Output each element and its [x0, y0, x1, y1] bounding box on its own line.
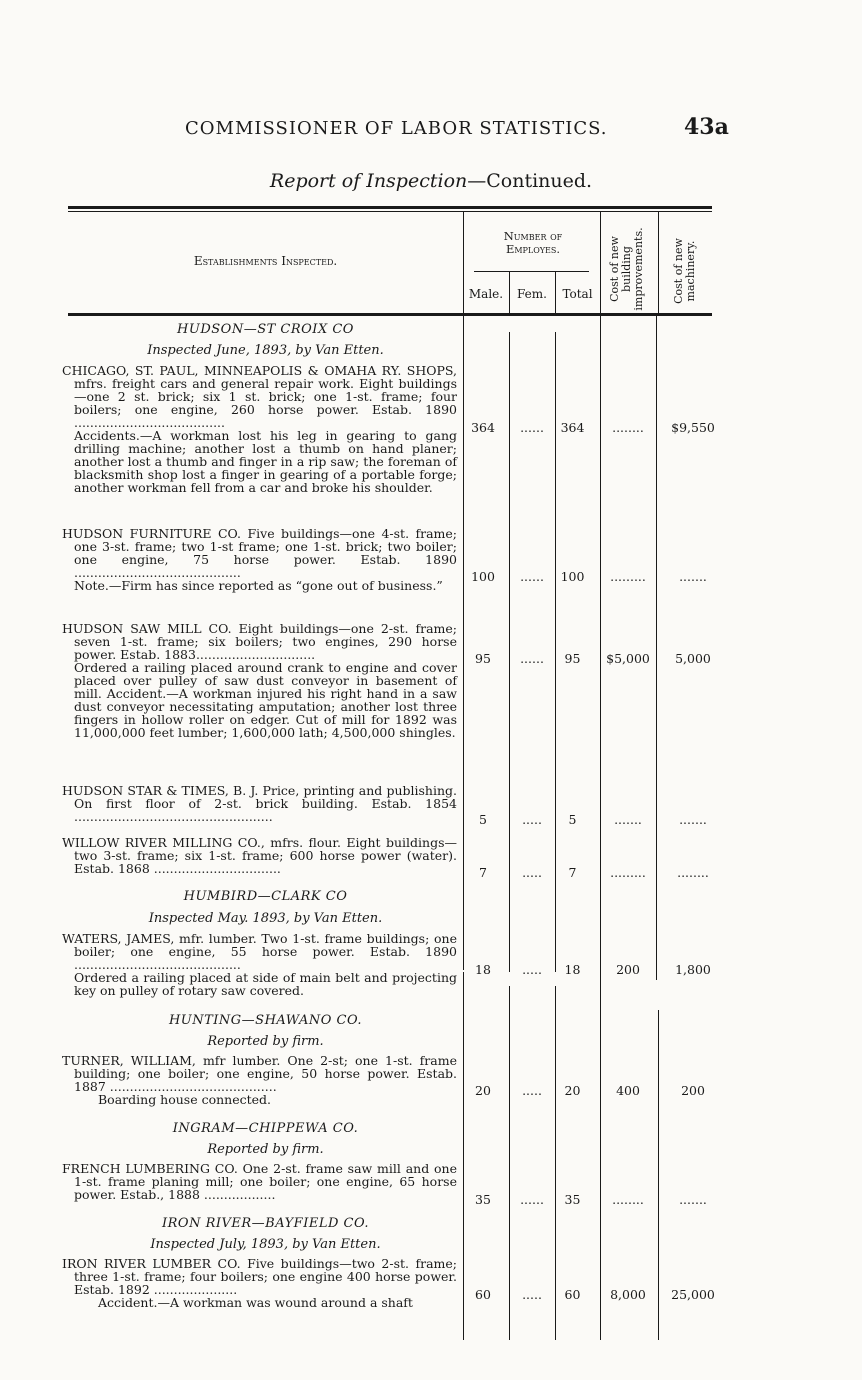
section-inspected: Inspected May. 1893, by Van Etten.	[148, 911, 383, 926]
section-place: HUNTING—SHAWANO CO.	[168, 1013, 363, 1028]
total-value: 60	[564, 1287, 581, 1302]
entry-note: Note.—Firm has since reported as “gone out of business.”	[74, 578, 443, 593]
machinery-value: 1,800	[675, 962, 711, 977]
machinery-cost-header: Cost of new machinery.	[672, 238, 697, 304]
male-value: 18	[475, 962, 491, 977]
male-value: 7	[479, 865, 487, 880]
total-value: 18	[564, 962, 581, 977]
fem-value: ......	[520, 651, 544, 666]
male-value: 20	[475, 1083, 491, 1098]
building-value: 200	[616, 962, 640, 977]
entry-text: WATERS, JAMES, mfr. lumber. Two 1-st. frame buildings; one boiler; one engine, 55 horse power. Estab. 1890 ..........................................	[62, 931, 457, 972]
page-header	[0, 114, 862, 148]
entry-text: CHICAGO, ST. PAUL, MINNEAPOLIS & OMAHA RY. SHOPS, mfrs. freight cars and general repair work. Eight buildings—one 2 st. brick; six 1 st. brick; one 1-st. frame; four boilers; one engine, 260 horse power. Estab. 1890 ......................................	[62, 363, 457, 430]
employes-header: Number of Employes.	[503, 229, 563, 256]
page-number: 43a	[684, 114, 729, 140]
entry-text: HUDSON SAW MILL CO. Eight buildings—one 2-st. frame; seven 1-st. frame; six boilers; two engines, 290 horse power. Estab. 1883..............................	[62, 621, 457, 662]
establishment-entry	[62, 1054, 457, 1106]
entry-text: IRON RIVER LUMBER CO. Five buildings—two 2-st. frame; three 1-st. frame; four boilers; one engine 400 horse power. Estab. 1892 .....................	[62, 1256, 457, 1297]
top-rule-thick	[68, 206, 712, 209]
report-subtitle	[0, 170, 862, 192]
male-value: 95	[475, 651, 491, 666]
col-line-total	[600, 212, 601, 313]
total-value: 5	[568, 812, 577, 827]
entry-text: HUDSON FURNITURE CO. Five buildings—one 4-st. frame; one 3-st. frame; two 1-st frame; one 1-st. brick; two boiler; one engine, 75 horse power. Estab. 1890 ..........................................	[62, 526, 457, 580]
section-place: IRON RIVER—BAYFIELD CO.	[162, 1216, 369, 1231]
fem-value: .....	[522, 1287, 542, 1302]
machinery-value: 5,000	[675, 651, 711, 666]
total-header: Total	[562, 287, 593, 301]
male-value: 5	[479, 812, 487, 827]
top-rule-thin	[68, 211, 712, 212]
fem-value: ......	[520, 1192, 544, 1207]
section-place: INGRAM—CHIPPEWA CO.	[172, 1121, 359, 1136]
fem-value: .....	[522, 1083, 542, 1098]
establishments-header: Establishments Inspected.	[193, 254, 338, 268]
total-value: 364	[560, 420, 585, 435]
fem-value: .....	[522, 865, 542, 880]
entry-note: Accidents.—A workman lost his leg in gearing to gang drilling machine; another lost a thumb on hand planer; another lost a thumb and finger in a rip saw; the foreman of blacksmith shop lost a finger in gearing of a portable forge; another workman fell from a car and broke his shoulder.	[74, 428, 457, 495]
subtitle-rest: —Continued.	[467, 170, 593, 192]
entry-note: Ordered a railing placed at side of main belt and projecting key on pulley of rotary saw covered.	[74, 970, 457, 998]
establishment-entry	[62, 364, 457, 494]
establishment-entry	[62, 527, 457, 592]
building-value: ........	[612, 1192, 644, 1207]
building-value: $5,000	[606, 651, 650, 666]
total-value: 95	[564, 651, 581, 666]
total-value: 7	[568, 865, 577, 880]
fem-value: ......	[520, 420, 544, 435]
male-value: 35	[475, 1192, 491, 1207]
establishment-entry	[62, 622, 457, 739]
male-header: Male.	[468, 287, 504, 301]
entry-note: Ordered a railing placed around crank to engine and cover placed over pulley of saw dust conveyor in basement of mill. Accident.—A workman injured his right hand in a saw dust conveyor necessitating amputation; another lost three fingers in hollow roller on edger. Cut of mill for 1892 was 11,000,000 feet lumber; 1,600,000 lath; 4,500,000 shingles.	[74, 660, 457, 740]
subtitle-italic: Report of Inspection	[269, 170, 468, 192]
entry-note: Boarding house connected.	[98, 1092, 271, 1107]
building-value: .......	[614, 812, 642, 827]
fem-value: ......	[520, 569, 544, 584]
col-line-building	[658, 212, 659, 313]
employes-rule	[474, 271, 589, 272]
section-inspected: Reported by firm.	[207, 1034, 324, 1049]
establishment-entry	[62, 932, 457, 997]
building-value: .........	[610, 865, 646, 880]
building-cost-header: Cost of new building improvements.	[608, 227, 645, 311]
section-inspected: Inspected June, 1893, by Van Etten.	[147, 343, 384, 358]
machinery-value: 25,000	[671, 1287, 715, 1302]
section-place: HUMBIRD—CLARK CO	[183, 889, 348, 904]
male-value: 60	[475, 1287, 491, 1302]
male-value: 100	[471, 569, 495, 584]
total-value: 20	[564, 1083, 581, 1098]
fem-value: .....	[522, 812, 542, 827]
machinery-value: .......	[679, 812, 707, 827]
page-title: COMMISSIONER OF LABOR STATISTICS.	[185, 118, 608, 139]
body-line-total	[600, 316, 601, 1340]
fem-value: .....	[522, 962, 542, 977]
machinery-value: .......	[679, 1192, 707, 1207]
section-inspected: Reported by firm.	[207, 1142, 324, 1157]
building-value: .........	[610, 569, 646, 584]
section-inspected: Inspected July, 1893, by Van Etten.	[150, 1237, 381, 1252]
building-value: 400	[616, 1083, 640, 1098]
building-value: 8,000	[610, 1287, 646, 1302]
total-value: 35	[564, 1192, 581, 1207]
entry-text: WILLOW RIVER MILLING CO., mfrs. flour. Eight buildings—two 3-st. frame; six 1-st. frame; 600 horse power (water). Estab. 1868 ................................	[62, 835, 457, 876]
establishment-entry	[62, 836, 457, 875]
male-value: 364	[471, 420, 495, 435]
body-line-building-1	[656, 316, 657, 980]
body-line-est-2	[463, 972, 464, 1340]
section-place: HUDSON—ST CROIX CO	[177, 322, 354, 337]
machinery-value: ........	[677, 865, 709, 880]
machinery-value: 200	[681, 1083, 705, 1098]
machinery-value: .......	[679, 569, 707, 584]
entry-text: TURNER, WILLIAM, mfr lumber. One 2-st; one 1-st. frame building; one boiler; one engine, 50 horse power. Estab. 1887 ..........................................	[62, 1053, 457, 1094]
total-value: 100	[560, 569, 585, 584]
machinery-value: $9,550	[671, 420, 715, 435]
establishment-entry	[62, 1257, 457, 1309]
establishment-entry	[62, 784, 457, 823]
building-value: ........	[612, 420, 644, 435]
entry-text: FRENCH LUMBERING CO. One 2-st. frame saw mill and one 1-st. frame planing mill; one boiler; one engine, 65 horse power. Estab., 1888 ..................	[62, 1161, 457, 1202]
fem-header: Fem.	[517, 287, 547, 301]
establishment-entry	[62, 1162, 457, 1201]
entry-text: HUDSON STAR & TIMES, B. J. Price, printing and publishing. On first floor of 2-st. brick building. Estab. 1854 ..................................................	[62, 783, 457, 824]
entry-note: Accident.—A workman was wound around a shaft	[98, 1295, 413, 1310]
